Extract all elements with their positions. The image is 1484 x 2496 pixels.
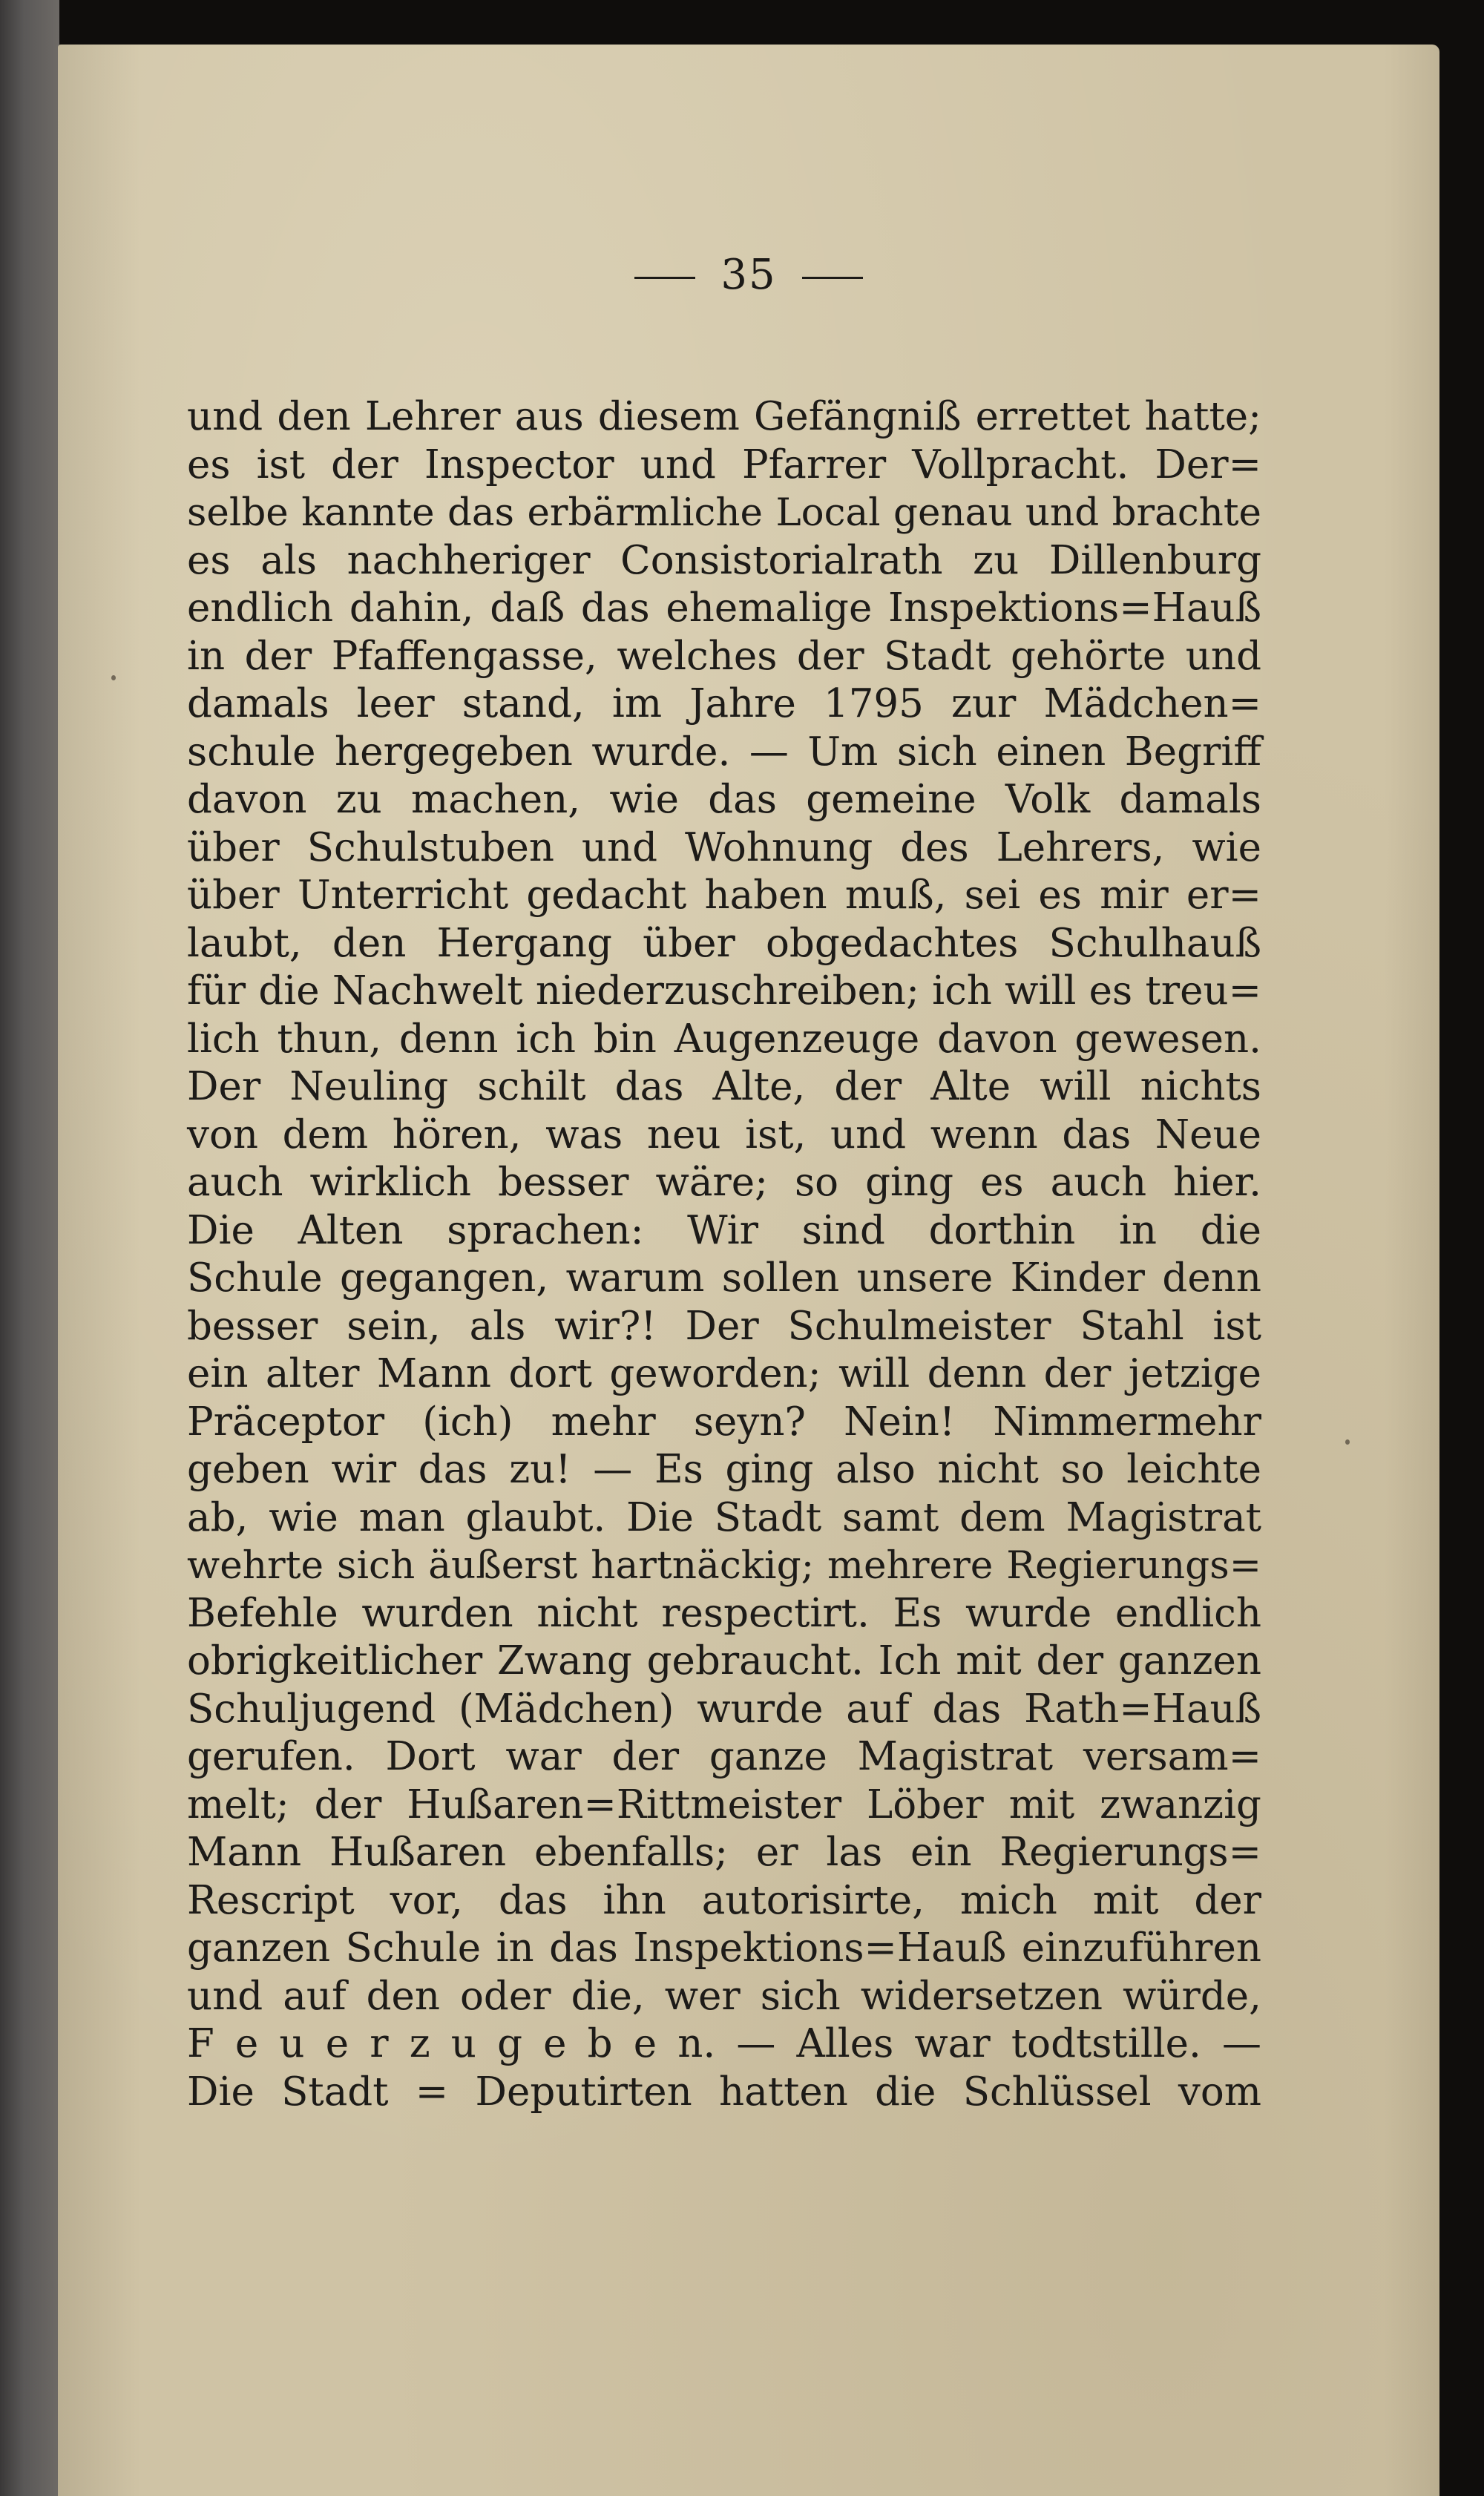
text-line: geben wir das zu! — Es ging also nicht so leichte [187,1447,1261,1492]
page-number: 35 [720,251,777,299]
text-line: es als nachheriger Consistorialrath zu Dillenburg [187,537,1261,583]
book-edge-shadow [0,0,59,2496]
text-line: selbe kannte das erbärmliche Local genau und brachte [187,490,1261,535]
book-page [58,45,1439,2496]
text-line: ab, wie man glaubt. Die Stadt samt dem Magistrat [187,1494,1261,1540]
page-number-header [58,251,1439,299]
text-line: wehrte sich äußerst hartnäckig; mehrere Regierungs= [187,1543,1261,1588]
text-line: es ist der Inspector und Pfarrer Vollpracht. Der= [187,441,1261,487]
text-line: Schule gegangen, warum sollen unsere Kinder denn [187,1255,1261,1301]
text-line: Der Neuling schilt das Alte, der Alte will nichts [187,1064,1261,1109]
header-dash-right [802,277,863,279]
paper-speck [111,675,116,680]
text-line: laubt, den Hergang über obgedachtes Schulhauß [187,920,1261,966]
text-line: besser sein, als wir?! Der Schulmeister Stahl ist [187,1303,1261,1349]
text-line: lich thun, denn ich bin Augenzeuge davon gewesen. [187,1016,1261,1062]
text-line: Die Stadt = Deputirten hatten die Schlüssel vom [187,2069,1261,2115]
text-line: Schuljugend (Mädchen) wurde auf das Rath=Hauß [187,1686,1261,1732]
text-line: Befehle wurden nicht respectirt. Es wurde endlich [187,1590,1261,1636]
paper-speck [1345,1439,1350,1445]
text-line: Mann Hußaren ebenfalls; er las ein Regierungs= [187,1830,1261,1875]
text-line: Präceptor (ich) mehr seyn? Nein! Nimmermehr [187,1399,1261,1445]
text-line: melt; der Hußaren=Rittmeister Löber mit zwanzig [187,1781,1261,1827]
text-line: und den Lehrer aus diesem Gefängniß errettet hatte; [187,394,1261,439]
text-line: ein alter Mann dort geworden; will denn der jetzige [187,1351,1261,1396]
text-line: ganzen Schule in das Inspektions=Hauß einzuführen [187,1925,1261,1971]
text-line: schule hergegeben wurde. — Um sich einen Begriff [187,729,1261,775]
text-line: über Schulstuben und Wohnung des Lehrers, wie [187,824,1261,870]
text-line: endlich dahin, daß das ehemalige Inspektions=Hauß [187,585,1261,631]
text-line: davon zu machen, wie das gemeine Volk damals [187,777,1261,822]
text-line: über Unterricht gedacht haben muß, sei es mir er= [187,873,1261,918]
text-line: von dem hören, was neu ist, und wenn das Neue [187,1111,1261,1157]
text-line: obrigkeitlicher Zwang gebraucht. Ich mit der ganzen [187,1638,1261,1684]
header-dash-left [634,277,695,279]
text-line: und auf den oder die, wer sich widersetzen würde, [187,1973,1261,2019]
text-line: damals leer stand, im Jahre 1795 zur Mädchen= [187,681,1261,726]
text-line: auch wirklich besser wäre; so ging es auch hier. [187,1160,1261,1205]
text-line: Rescript vor, das ihn autorisirte, mich mit der [187,1877,1261,1923]
text-line: in der Pfaffengasse, welches der Stadt gehörte und [187,633,1261,679]
body-text [187,393,1261,2116]
text-line: gerufen. Dort war der ganze Magistrat versam= [187,1734,1261,1779]
text-line: Die Alten sprachen: Wir sind dorthin in die [187,1207,1261,1253]
text-line: F e u e r z u g e b e n. — Alles war todtstille. — [187,2021,1261,2066]
text-line: für die Nachwelt niederzuschreiben; ich will es treu= [187,968,1261,1014]
